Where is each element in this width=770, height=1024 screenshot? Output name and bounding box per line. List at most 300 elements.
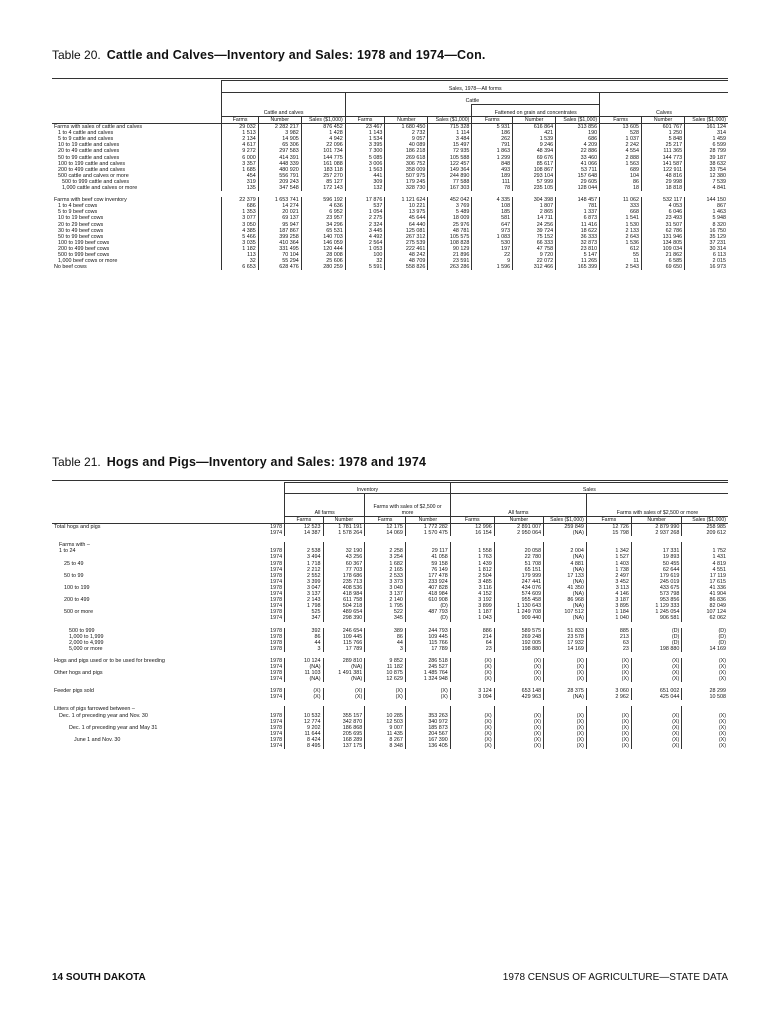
table-cell: 2 282 217 xyxy=(258,124,301,131)
table-cell: 43 256 xyxy=(323,554,365,560)
table-cell: 19 893 xyxy=(631,554,681,560)
table-cell: (X) xyxy=(631,737,681,743)
row-label: 30 to 49 beef cows xyxy=(58,227,104,234)
table-cell: 1 807 xyxy=(513,203,556,209)
table-cell: 2 275 xyxy=(345,215,385,221)
table-cell: 12 629 xyxy=(365,676,406,682)
table20 xyxy=(52,80,728,270)
row-label: 100 to 199 cattle and calves xyxy=(58,160,126,167)
table-cell: 2 140 xyxy=(365,597,406,603)
table-cell: 2 643 xyxy=(600,234,642,240)
table-cell: 1 491 381 xyxy=(323,670,365,676)
table-cell: 179 999 xyxy=(494,573,543,579)
row-year: 1978 xyxy=(270,524,283,531)
table-cell: 64 xyxy=(450,640,494,646)
row-year: 1978 xyxy=(270,736,283,743)
table-cell: 267 312 xyxy=(385,234,428,240)
row-label: 500 to 999 cattle and calves xyxy=(62,178,130,185)
table-cell: (NA) xyxy=(323,664,365,670)
table-cell: 148 457 xyxy=(556,197,600,203)
table-cell: 906 581 xyxy=(631,615,681,621)
table-cell: 2 888 xyxy=(600,155,642,161)
table-cell: 137 175 xyxy=(323,743,365,749)
table-cell: 1 781 191 xyxy=(323,524,365,531)
table-cell: 144 773 xyxy=(642,155,685,161)
table-cell: 289 810 xyxy=(323,658,365,664)
row-label: 500 to 999 beef cows xyxy=(58,251,110,258)
table-cell: 109 445 xyxy=(405,634,450,640)
table-cell: 5 147 xyxy=(556,252,600,258)
table20-col-sales: Sales ($1,000) xyxy=(556,117,600,124)
table-cell: 487 793 xyxy=(405,609,450,615)
table-cell: 1 114 xyxy=(428,130,472,136)
table-cell: 90 129 xyxy=(428,246,472,252)
table-cell: 5 466 xyxy=(222,234,258,240)
table-cell: 259 849 xyxy=(544,524,587,531)
table-cell: 6 585 xyxy=(642,258,685,264)
table-cell: 161 088 xyxy=(301,161,345,167)
table-cell: 35 129 xyxy=(685,234,728,240)
table20-top-header: Sales, 1978—All forms xyxy=(222,81,728,93)
table-cell: 2 543 xyxy=(600,264,642,270)
table21-sales-all-farms: All farms xyxy=(450,494,586,517)
table-cell: 3 xyxy=(285,646,323,652)
table-cell: 28 375 xyxy=(544,688,587,694)
table-cell: 57 999 xyxy=(513,179,556,185)
table-cell: 1 485 764 xyxy=(405,670,450,676)
table-cell: 14 905 xyxy=(258,136,301,142)
table-cell: 791 xyxy=(472,142,513,148)
table-cell: (X) xyxy=(494,658,543,664)
table-cell: 12 523 xyxy=(285,524,323,531)
table-cell: 1 040 xyxy=(586,615,631,621)
table-cell: 65 306 xyxy=(258,142,301,148)
table-cell: 32 190 xyxy=(323,548,365,554)
table-cell: 25 606 xyxy=(301,258,345,264)
table-cell: 4 492 xyxy=(345,234,385,240)
table-cell: (X) xyxy=(544,676,587,682)
table-cell: 101 734 xyxy=(301,148,345,154)
row-label: Other hogs and pigs xyxy=(54,670,103,677)
table-cell: 3 060 xyxy=(586,688,631,694)
table-cell: 168 289 xyxy=(323,737,365,743)
table-cell: 205 695 xyxy=(323,731,365,737)
table-cell: (X) xyxy=(544,719,587,725)
table20-group-calves: Calves xyxy=(600,93,728,117)
table-cell: 18 622 xyxy=(556,228,600,234)
table-cell: 2 533 xyxy=(365,573,406,579)
table-cell: 1 187 xyxy=(450,609,494,615)
table-cell: (X) xyxy=(494,731,543,737)
table-cell: 1 083 xyxy=(472,234,513,240)
table-cell: 507 975 xyxy=(385,173,428,179)
table-cell: 441 xyxy=(345,173,385,179)
table-cell: (X) xyxy=(544,670,587,676)
table-cell: 3 077 xyxy=(222,215,258,221)
table-cell: 14 711 xyxy=(513,215,556,221)
row-label: 1,000 cattle and calves or more xyxy=(62,185,138,192)
table-cell: 86 xyxy=(600,179,642,185)
table-cell: 2 564 xyxy=(345,240,385,246)
table-cell: 3 357 xyxy=(222,161,258,167)
table-cell: 596 192 xyxy=(301,197,345,203)
row-year: 1978 xyxy=(270,639,283,646)
table-cell: 433 675 xyxy=(631,585,681,591)
table-cell: 2 133 xyxy=(600,228,642,234)
table-cell: 408 536 xyxy=(323,585,365,591)
table-cell: (X) xyxy=(586,670,631,676)
table-cell: 3 137 xyxy=(285,591,323,597)
table-cell: 353 263 xyxy=(405,713,450,719)
table-cell: 1 763 xyxy=(450,554,494,560)
table-cell: 3 047 xyxy=(285,585,323,591)
table-cell: (X) xyxy=(450,731,494,737)
table-cell: (X) xyxy=(682,713,728,719)
table-cell: 686 xyxy=(222,203,258,209)
table-cell: 185 873 xyxy=(405,725,450,731)
table-cell: (X) xyxy=(494,664,543,670)
table-cell: 848 xyxy=(472,161,513,167)
table-cell: 3 254 xyxy=(365,554,406,560)
table-cell: 104 xyxy=(600,173,642,179)
row-year: 1974 xyxy=(270,591,283,598)
table-cell: 214 xyxy=(450,634,494,640)
table-cell: 244 890 xyxy=(428,173,472,179)
row-year: 1974 xyxy=(270,743,283,749)
table-cell: (X) xyxy=(285,688,323,694)
table-cell: 5 591 xyxy=(345,264,385,270)
table-cell: 146 059 xyxy=(301,240,345,246)
row-label: 5 to 9 beef cows xyxy=(58,209,98,216)
table20-number: Table 20. xyxy=(52,48,101,62)
table-cell: 1 459 xyxy=(685,136,728,142)
table-cell: 22 780 xyxy=(494,554,543,560)
table-cell: 3 399 xyxy=(285,579,323,585)
row-label: Farms with beef cow inventory xyxy=(54,197,127,204)
table-cell: 3 395 xyxy=(345,142,385,148)
table-cell: 141 587 xyxy=(642,161,685,167)
table-cell: 1 130 643 xyxy=(494,603,543,609)
table-cell: 37 231 xyxy=(685,240,728,246)
table-cell: 62 644 xyxy=(631,567,681,573)
table-cell: (X) xyxy=(586,719,631,725)
row-label: Farms with – xyxy=(59,542,90,549)
table-cell: 12 726 xyxy=(586,524,631,531)
table-cell: 418 984 xyxy=(405,591,450,597)
table-cell: 69 137 xyxy=(258,215,301,221)
table-cell: 1 682 xyxy=(365,561,406,567)
table-cell: (D) xyxy=(682,634,728,640)
table-cell: 8 267 xyxy=(365,737,406,743)
table21-sales-sales-farms: Farms with sales of $2,500 or more xyxy=(586,494,728,517)
table-cell: 309 xyxy=(345,179,385,185)
table-cell: 233 924 xyxy=(405,579,450,585)
table-cell: 1 299 xyxy=(472,155,513,161)
table-cell: (X) xyxy=(586,725,631,731)
table-cell: 11 416 xyxy=(556,222,600,228)
table-cell: 1 718 xyxy=(285,561,323,567)
table-cell: 76 149 xyxy=(405,567,450,573)
table-cell: 16 750 xyxy=(685,228,728,234)
table-cell: 2 950 064 xyxy=(494,530,543,536)
table-cell: 4 146 xyxy=(586,591,631,597)
table-cell: 17 331 xyxy=(631,548,681,554)
row-label: Farms with sales of cattle and calves xyxy=(54,124,143,131)
row-label: Feeder pigs sold xyxy=(54,688,94,695)
table-cell: 59 158 xyxy=(405,561,450,567)
row-year: 1974 xyxy=(270,554,283,561)
table-cell: 12 380 xyxy=(685,173,728,179)
table-cell: 69 650 xyxy=(642,264,685,270)
table-cell: 107 512 xyxy=(544,609,587,615)
table-cell: 4 554 xyxy=(600,148,642,154)
table-cell: (NA) xyxy=(544,615,587,621)
table-cell: 2 165 xyxy=(365,567,406,573)
table-cell: (X) xyxy=(544,725,587,731)
table-cell: 4 841 xyxy=(685,185,728,191)
table-cell: 3 050 xyxy=(222,222,258,228)
table-cell: 4 209 xyxy=(556,142,600,148)
table-cell: 6 873 xyxy=(556,215,600,221)
table-cell: 246 654 xyxy=(323,628,365,634)
row-label: Dec. 1 of preceding year and May 31 xyxy=(69,724,158,731)
table-cell: 29 117 xyxy=(405,548,450,554)
table-cell: 651 002 xyxy=(631,688,681,694)
table-cell: 28 799 xyxy=(685,148,728,154)
table-cell: 2 538 xyxy=(285,548,323,554)
table-cell: (X) xyxy=(631,658,681,664)
table-cell: 3 192 xyxy=(450,597,494,603)
table-cell: 9 202 xyxy=(285,725,323,731)
row-label: 200 to 499 cattle and calves xyxy=(58,166,126,173)
table-cell: (D) xyxy=(682,640,728,646)
table-cell: 1 653 741 xyxy=(258,197,301,203)
table-cell: 63 xyxy=(586,640,631,646)
table21-col-number: Number xyxy=(323,517,365,524)
table-cell: 955 458 xyxy=(494,597,543,603)
table-cell: 493 xyxy=(472,167,513,173)
table-cell: 23 xyxy=(586,646,631,652)
row-label: Dec. 1 of preceding year and Nov. 30 xyxy=(59,712,148,719)
table-cell: 10 532 xyxy=(285,713,323,719)
table-cell: (X) xyxy=(450,737,494,743)
table-cell: 187 867 xyxy=(258,228,301,234)
table20-col-farms: Farms xyxy=(472,117,513,124)
table-cell: (X) xyxy=(682,731,728,737)
table-cell: 293 104 xyxy=(513,173,556,179)
table-cell: (X) xyxy=(682,737,728,743)
table-cell: (X) xyxy=(450,664,494,670)
table-cell: 11 062 xyxy=(600,197,642,203)
table-cell: 333 xyxy=(600,203,642,209)
table-cell: 85 617 xyxy=(513,161,556,167)
row-year: 1974 xyxy=(270,530,283,537)
table-cell: 1 184 xyxy=(586,609,631,615)
table21-body xyxy=(52,524,728,750)
row-year: 1978 xyxy=(270,712,283,719)
table-cell: 113 xyxy=(222,252,258,258)
table-cell: 1 752 xyxy=(682,548,728,554)
table-cell: 60 367 xyxy=(323,561,365,567)
table-cell: 5 931 xyxy=(472,124,513,131)
table-cell: 6 653 xyxy=(222,264,258,270)
table-cell: 48 816 xyxy=(642,173,685,179)
table-cell: 2 865 xyxy=(513,209,556,215)
table-cell: 589 575 xyxy=(494,628,543,634)
table-cell: (X) xyxy=(631,725,681,731)
table-cell: 72 935 xyxy=(428,148,472,154)
table-cell: 407 828 xyxy=(405,585,450,591)
table-cell: (NA) xyxy=(544,567,587,573)
table-cell: (X) xyxy=(631,743,681,749)
table-cell: 48 709 xyxy=(385,258,428,264)
table-cell: 414 391 xyxy=(258,155,301,161)
table-cell: (NA) xyxy=(544,603,587,609)
table-cell: 319 xyxy=(222,179,258,185)
row-label: 1,000 to 1,999 xyxy=(69,633,104,640)
table-cell: 204 567 xyxy=(405,731,450,737)
table-cell: (X) xyxy=(586,676,631,682)
table-cell: 2 891 007 xyxy=(494,524,543,531)
table-cell: 5 848 xyxy=(642,136,685,142)
table-cell: 17 789 xyxy=(405,646,450,652)
table-cell: 11 182 xyxy=(365,664,406,670)
row-year: 1978 xyxy=(270,609,283,616)
table-cell: 12 175 xyxy=(365,524,406,531)
row-label: 100 to 199 beef cows xyxy=(58,239,110,246)
row-year: 1978 xyxy=(270,548,283,555)
table-cell: 17 789 xyxy=(323,646,365,652)
table-cell: 65 151 xyxy=(494,567,543,573)
table-cell: 1 772 282 xyxy=(405,524,450,531)
table-cell: 1 798 xyxy=(285,603,323,609)
table-cell: 177 478 xyxy=(405,573,450,579)
table-cell: 209 243 xyxy=(258,179,301,185)
table-cell: 313 856 xyxy=(556,124,600,131)
table-cell: 120 444 xyxy=(301,246,345,252)
table-cell: 190 xyxy=(556,130,600,136)
table-cell: 3 895 xyxy=(586,603,631,609)
table-cell: 11 xyxy=(600,258,642,264)
table-cell: 2 143 xyxy=(285,597,323,603)
table-cell: 8 424 xyxy=(285,737,323,743)
row-label: 200 to 499 beef cows xyxy=(58,245,110,252)
table-cell: (X) xyxy=(450,670,494,676)
table21-col-farms: Farms xyxy=(586,517,631,524)
table-cell: 62 062 xyxy=(682,615,728,621)
table-cell: 6 952 xyxy=(301,209,345,215)
table-cell: 18 xyxy=(600,185,642,191)
table-cell: 5 948 xyxy=(685,215,728,221)
table20-group-cattle-calves: Cattle and calves xyxy=(222,93,345,117)
table-cell: 2 015 xyxy=(685,258,728,264)
table-cell: (X) xyxy=(544,664,587,670)
table-cell: 2 552 xyxy=(285,573,323,579)
table20-body xyxy=(52,124,728,271)
table-cell: 312 466 xyxy=(513,264,556,270)
row-label: 1 to 4 beef cows xyxy=(58,203,98,210)
table-cell: 340 972 xyxy=(405,719,450,725)
row-label: Total hogs and pigs xyxy=(54,524,101,531)
table-cell: 213 xyxy=(586,634,631,640)
table-cell: 314 xyxy=(685,130,728,136)
table-cell: 1 685 xyxy=(222,167,258,173)
table-cell: 21 896 xyxy=(428,252,472,258)
table-cell: 867 xyxy=(685,203,728,209)
table-cell: 136 405 xyxy=(405,743,450,749)
table-cell: (X) xyxy=(631,676,681,682)
table-cell: 574 609 xyxy=(494,591,543,597)
table-cell: 48 394 xyxy=(513,148,556,154)
table-cell: 269 618 xyxy=(385,155,428,161)
row-label: 500 or more xyxy=(64,609,94,616)
table-cell: 178 686 xyxy=(323,573,365,579)
row-year: 1974 xyxy=(270,663,283,670)
table-cell: 108 xyxy=(472,203,513,209)
table-cell: (X) xyxy=(682,743,728,749)
table-cell: 262 xyxy=(472,136,513,142)
table-cell: (X) xyxy=(586,658,631,664)
table-cell: (NA) xyxy=(544,591,587,597)
table21-col-sales: Sales ($1,000) xyxy=(682,517,728,524)
table-row xyxy=(52,743,728,749)
table-cell: 25 976 xyxy=(428,222,472,228)
table-cell: 434 076 xyxy=(494,585,543,591)
table-cell: 297 583 xyxy=(258,148,301,154)
table-cell: 429 963 xyxy=(494,694,543,700)
table-cell: 530 xyxy=(472,240,513,246)
table-cell: 23 493 xyxy=(642,215,685,221)
table-cell: 601 767 xyxy=(642,124,685,131)
row-year: 1974 xyxy=(270,694,283,701)
table-cell: 3 124 xyxy=(450,688,494,694)
table20-col-farms: Farms xyxy=(600,117,642,124)
table-cell: 573 798 xyxy=(631,591,681,597)
table-cell: 4 335 xyxy=(472,197,513,203)
table-cell: 1 863 xyxy=(472,148,513,154)
row-year: 1978 xyxy=(270,645,283,652)
table-cell: (X) xyxy=(494,670,543,676)
table-cell: 504 218 xyxy=(323,603,365,609)
table-cell: 11 265 xyxy=(556,258,600,264)
row-label: 5,000 or more xyxy=(69,645,103,652)
table-cell: 306 752 xyxy=(385,161,428,167)
table-cell: 6 046 xyxy=(642,209,685,215)
table-cell: 3 006 xyxy=(345,161,385,167)
table-cell: 10 285 xyxy=(365,713,406,719)
table-cell: (X) xyxy=(544,713,587,719)
table-cell: 2 497 xyxy=(586,573,631,579)
table-cell: 522 xyxy=(365,609,406,615)
table-cell: 5 489 xyxy=(428,209,472,215)
table-cell: 258 985 xyxy=(682,524,728,531)
table21-col-farms: Farms xyxy=(365,517,406,524)
table-cell: 65 531 xyxy=(301,228,345,234)
table-cell: (X) xyxy=(682,676,728,682)
table-cell: 418 984 xyxy=(323,591,365,597)
table-cell: 108 867 xyxy=(513,167,556,173)
table21-inv-sales-farms: Farms with sales of $2,500 or more xyxy=(365,494,451,517)
table-cell: 32 xyxy=(222,258,258,264)
table-cell: 532 117 xyxy=(642,197,685,203)
table-cell: 15 497 xyxy=(428,142,472,148)
table-cell: (X) xyxy=(544,658,587,664)
row-year: 1978 xyxy=(270,584,283,591)
row-year: 1978 xyxy=(270,597,283,604)
table-cell: (X) xyxy=(365,694,406,700)
table-cell: (X) xyxy=(450,719,494,725)
row-year: 1974 xyxy=(270,730,283,737)
